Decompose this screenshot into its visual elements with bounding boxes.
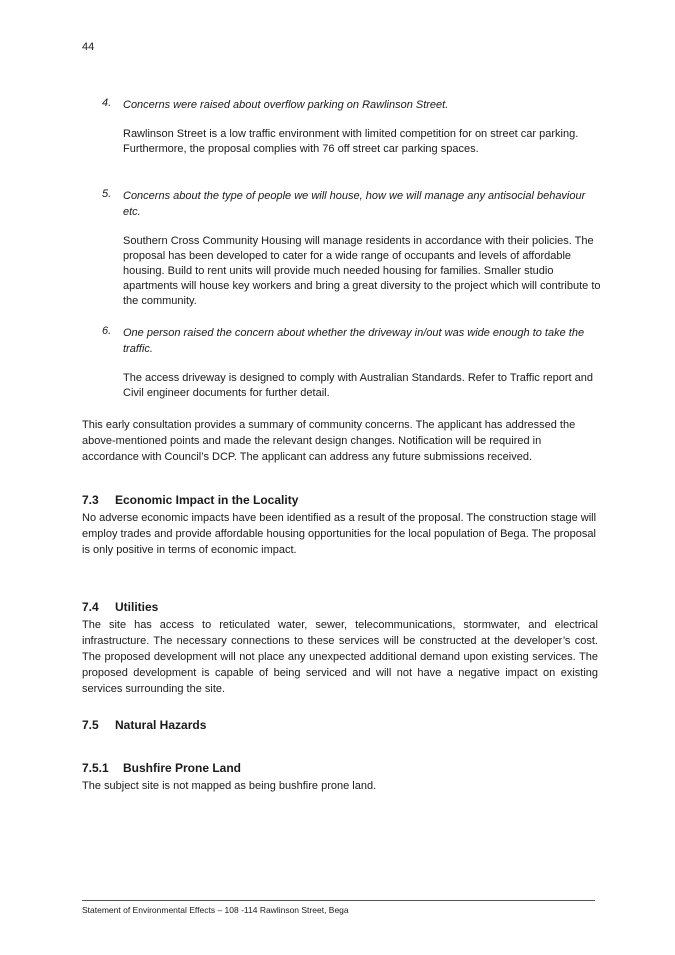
section-heading-7-5-1 (82, 761, 241, 775)
section-heading-7-4 (82, 600, 158, 614)
concern-response: The access driveway is designed to comply with Australian Standards. Refer to Traffic report and Civil engineer documents for further detail. (123, 372, 593, 399)
summary-paragraph: This early consultation provides a summary of community concerns. The applicant has addressed the above-mentioned points and made the relevant design changes. Notification will be required in accordance with Council’s DCP. The applicant can address any future submissions received. (82, 419, 576, 463)
concern-item-6 (82, 325, 602, 401)
concern-response: Rawlinson Street is a low traffic environment with limited competition for on street car parking. Furthermore, the proposal complies with 76 off street car parking spaces. (123, 128, 579, 155)
section-body-7-5-1: The subject site is not mapped as being bushfire prone land. (82, 780, 377, 792)
section-title: Natural Hazards (115, 718, 207, 732)
concern-question: One person raised the concern about whether the driveway in/out was wide enough to take the traffic. (123, 327, 585, 355)
list-number: 4. (102, 97, 112, 109)
section-number: 7.5 (82, 718, 99, 732)
section-title: Utilities (115, 600, 159, 614)
list-number: 6. (102, 325, 112, 337)
section-body-7-4: The site has access to reticulated water, sewer, telecommunications, stormwater, and electrical infrastructure. The necessary connections to these services will be constructed at the developer’s cost. The proposed development will not place any unexpected additional demand upon existing services. The proposed development is capable of being serviced and will not have a negative impact on existing services surrounding the site. (82, 619, 598, 695)
concern-item-5 (82, 188, 602, 309)
section-title: Economic Impact in the Locality (115, 493, 299, 507)
section-number: 7.4 (82, 600, 99, 614)
concern-question: Concerns were raised about overflow parking on Rawlinson Street. (123, 99, 449, 111)
concern-item-4 (82, 97, 602, 157)
section-title: Bushfire Prone Land (123, 761, 242, 775)
section-number: 7.3 (82, 493, 99, 507)
list-number: 5. (102, 188, 112, 200)
footer-text: Statement of Environmental Effects – 108 -114 Rawlinson Street, Bega (82, 905, 349, 915)
concern-response: Southern Cross Community Housing will manage residents in accordance with their policies. The proposal has been developed to cater for a wide range of occupants and levels of affordable housing. Build to rent units will provide much needed housing for families. Smaller studio apartments will house key workers and bring a great diversity to the project which will contribute to the community. (123, 235, 601, 307)
section-heading-7-5 (82, 718, 206, 732)
section-body-7-3: No adverse economic impacts have been identified as a result of the proposal. The construction stage will employ trades and provide affordable housing opportunities for the local population of Bega. The proposal is only positive in terms of economic impact. (82, 512, 597, 556)
concern-question: Concerns about the type of people we will house, how we will manage any antisocial behaviour etc. (123, 190, 586, 218)
page-number: 44 (82, 41, 95, 53)
section-number: 7.5.1 (82, 761, 109, 775)
footer-divider (82, 900, 595, 901)
section-heading-7-3 (82, 493, 298, 507)
